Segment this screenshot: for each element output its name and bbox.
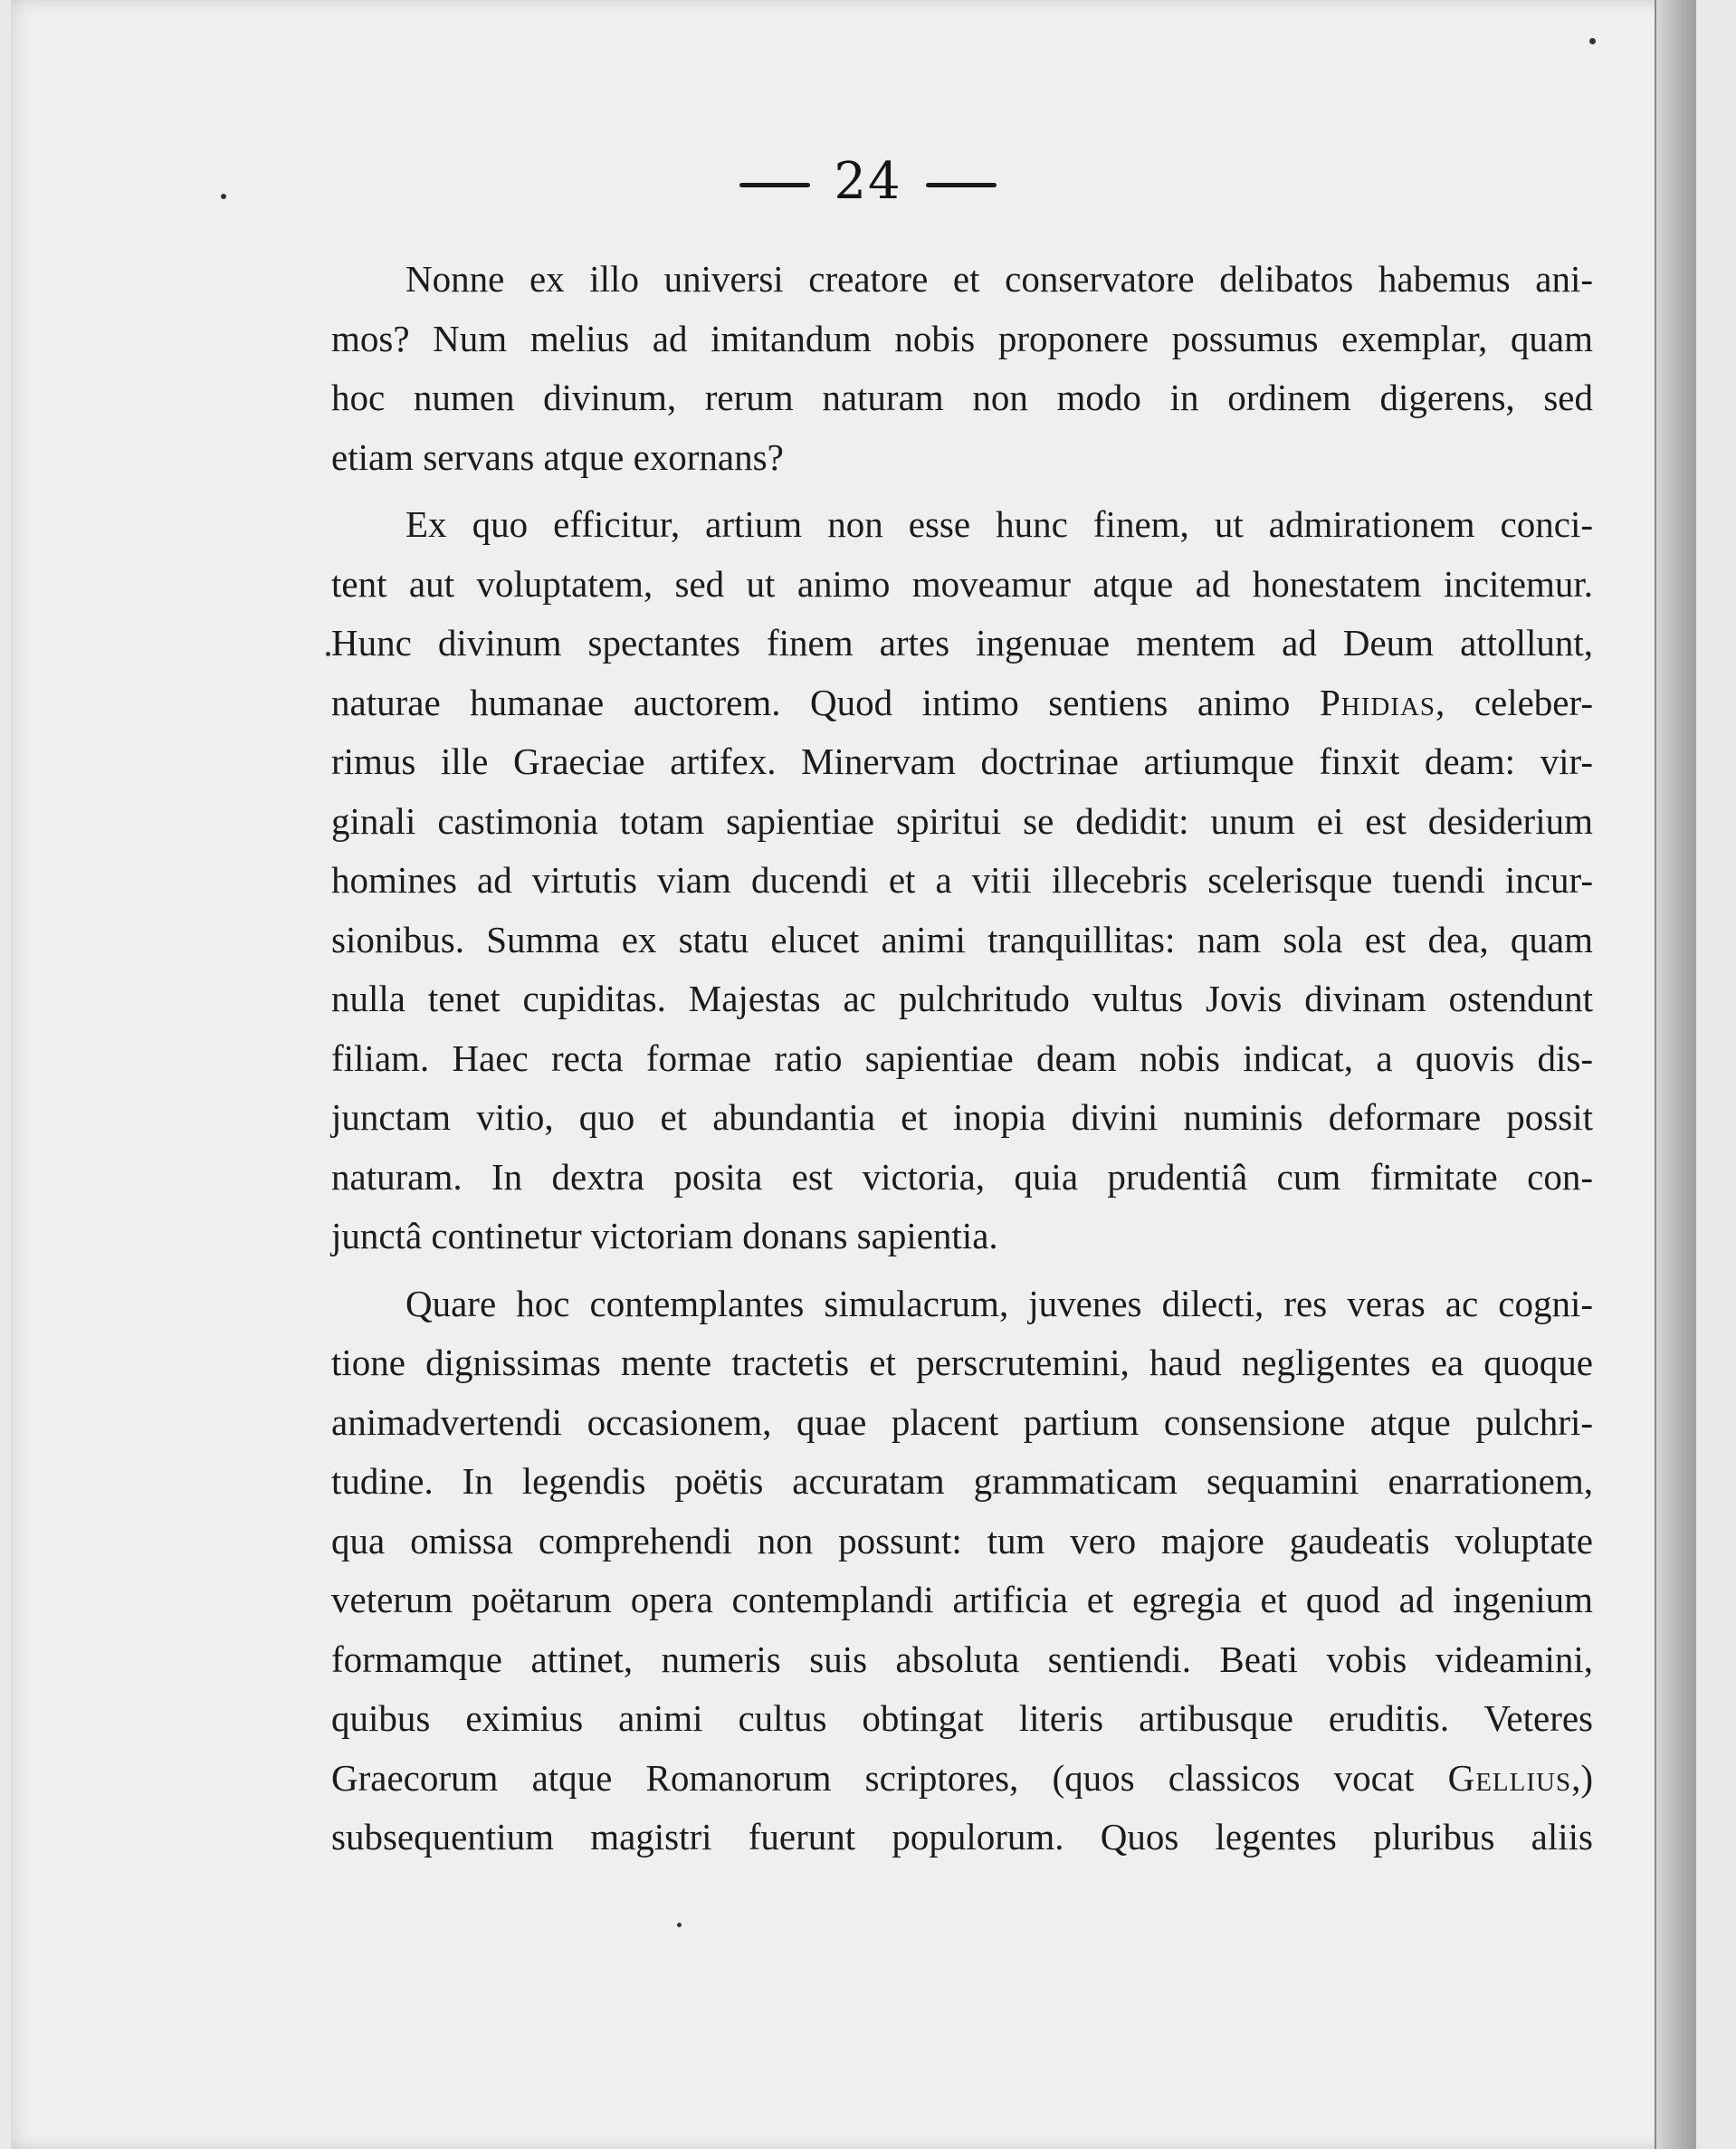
text-line: tent aut voluptatem, sed ut animo moveamur atque ad honestatem incitemur. xyxy=(331,562,1593,605)
paragraph xyxy=(331,495,1593,1266)
text-line: mos? Num melius ad imitandum nobis proponere possumus exemplar, quam xyxy=(331,317,1593,359)
text-line: ginali castimonia totam sapientiae spiritui se dedidit: unum ei est desiderium xyxy=(331,799,1593,842)
text-line: formamque attinet, numeris suis absoluta sentiendi. Beati vobis videamini, xyxy=(331,1638,1593,1680)
text-line: animadvertendi occasionem, quae placent partium consensione atque pulchri- xyxy=(331,1400,1593,1443)
text-segment: , celeber- xyxy=(1436,681,1593,723)
proper-name-gellius: Gellius xyxy=(1447,1756,1572,1799)
text-line: nulla tenet cupiditas. Majestas ac pulchritudo vultus Jovis divinam ostendunt xyxy=(331,978,1593,1019)
text-line: homines ad virtutis viam ducendi et a vitii illecebris scelerisque tuendi incur- xyxy=(331,859,1593,901)
text-line: etiam servans atque exornans? xyxy=(331,435,784,478)
text-line: veterum poëtarum opera contemplandi artificia et egregia et quod ad ingenium xyxy=(331,1579,1593,1620)
text-line: qua omissa comprehendi non possunt: tum vero majore gaudeatis voluptate xyxy=(331,1519,1593,1562)
text-line: sionibus. Summa ex statu elucet animi tranquillitas: nam sola est dea, quam xyxy=(331,918,1593,960)
text-line: quibus eximius animi cultus obtingat literis artibusque eruditis. Veteres xyxy=(331,1697,1593,1739)
text-segment: Graecorum atque Romanorum scriptores, (quos classicos vocat xyxy=(331,1756,1448,1799)
text-line: filiam. Haec recta formae ratio sapientiae deam nobis indicat, a quovis dis- xyxy=(331,1036,1593,1079)
page-edge-shadow xyxy=(1655,0,1696,2149)
ink-speck xyxy=(677,1923,682,1927)
paragraph xyxy=(331,1275,1593,1867)
text-segment: ,) xyxy=(1571,1756,1593,1799)
text-line: Ex quo efficitur, artium non esse hunc finem, ut admirationem conci- xyxy=(405,503,1593,545)
body-text xyxy=(331,250,1593,1867)
text-line: naturam. In dextra posita est victoria, quia prudentiâ cum firmitate con- xyxy=(331,1155,1593,1198)
text-line: hoc numen divinum, rerum naturam non modo in ordinem digerens, sed xyxy=(331,377,1593,418)
page-header xyxy=(0,152,1736,211)
text-line: junctam vitio, quo et abundantia et inopia divini numinis deformare possit xyxy=(331,1096,1593,1138)
ink-speck xyxy=(1589,38,1596,44)
header-dash-left xyxy=(739,183,810,187)
page-number: 24 xyxy=(834,152,902,211)
text-line: tione dignissimas mente tractetis et perscrutemini, haud negligentes ea quoque xyxy=(331,1342,1593,1383)
text-line: rimus ille Graeciae artifex. Minervam doctrinae artiumque finxit deam: vir- xyxy=(331,740,1593,782)
proper-name-phidias: Phidias xyxy=(1319,681,1436,723)
text-line: Quare hoc contemplantes simulacrum, juvenes dilecti, res veras ac cogni- xyxy=(405,1282,1593,1324)
text-line: subsequentium magistri fuerunt populorum. Quos legentes pluribus aliis xyxy=(331,1816,1593,1858)
paragraph xyxy=(331,250,1593,487)
text-line: junctâ continetur victoriam donans sapientia. xyxy=(331,1215,998,1256)
text-segment: naturae humanae auctorem. Quod intimo sentiens animo xyxy=(331,681,1320,723)
ink-speck xyxy=(326,652,330,656)
text-line: tudine. In legendis poëtis accuratam grammaticam sequamini enarrationem, xyxy=(331,1460,1593,1502)
header-dash-right xyxy=(926,183,997,187)
text-line-with-name xyxy=(331,1749,1593,1809)
text-line: Nonne ex illo universi creatore et conservatore delibatos habemus ani- xyxy=(405,258,1593,300)
text-line-with-name xyxy=(331,673,1593,733)
text-line: Hunc divinum spectantes finem artes ingenuae mentem ad Deum attollunt, xyxy=(331,622,1593,664)
